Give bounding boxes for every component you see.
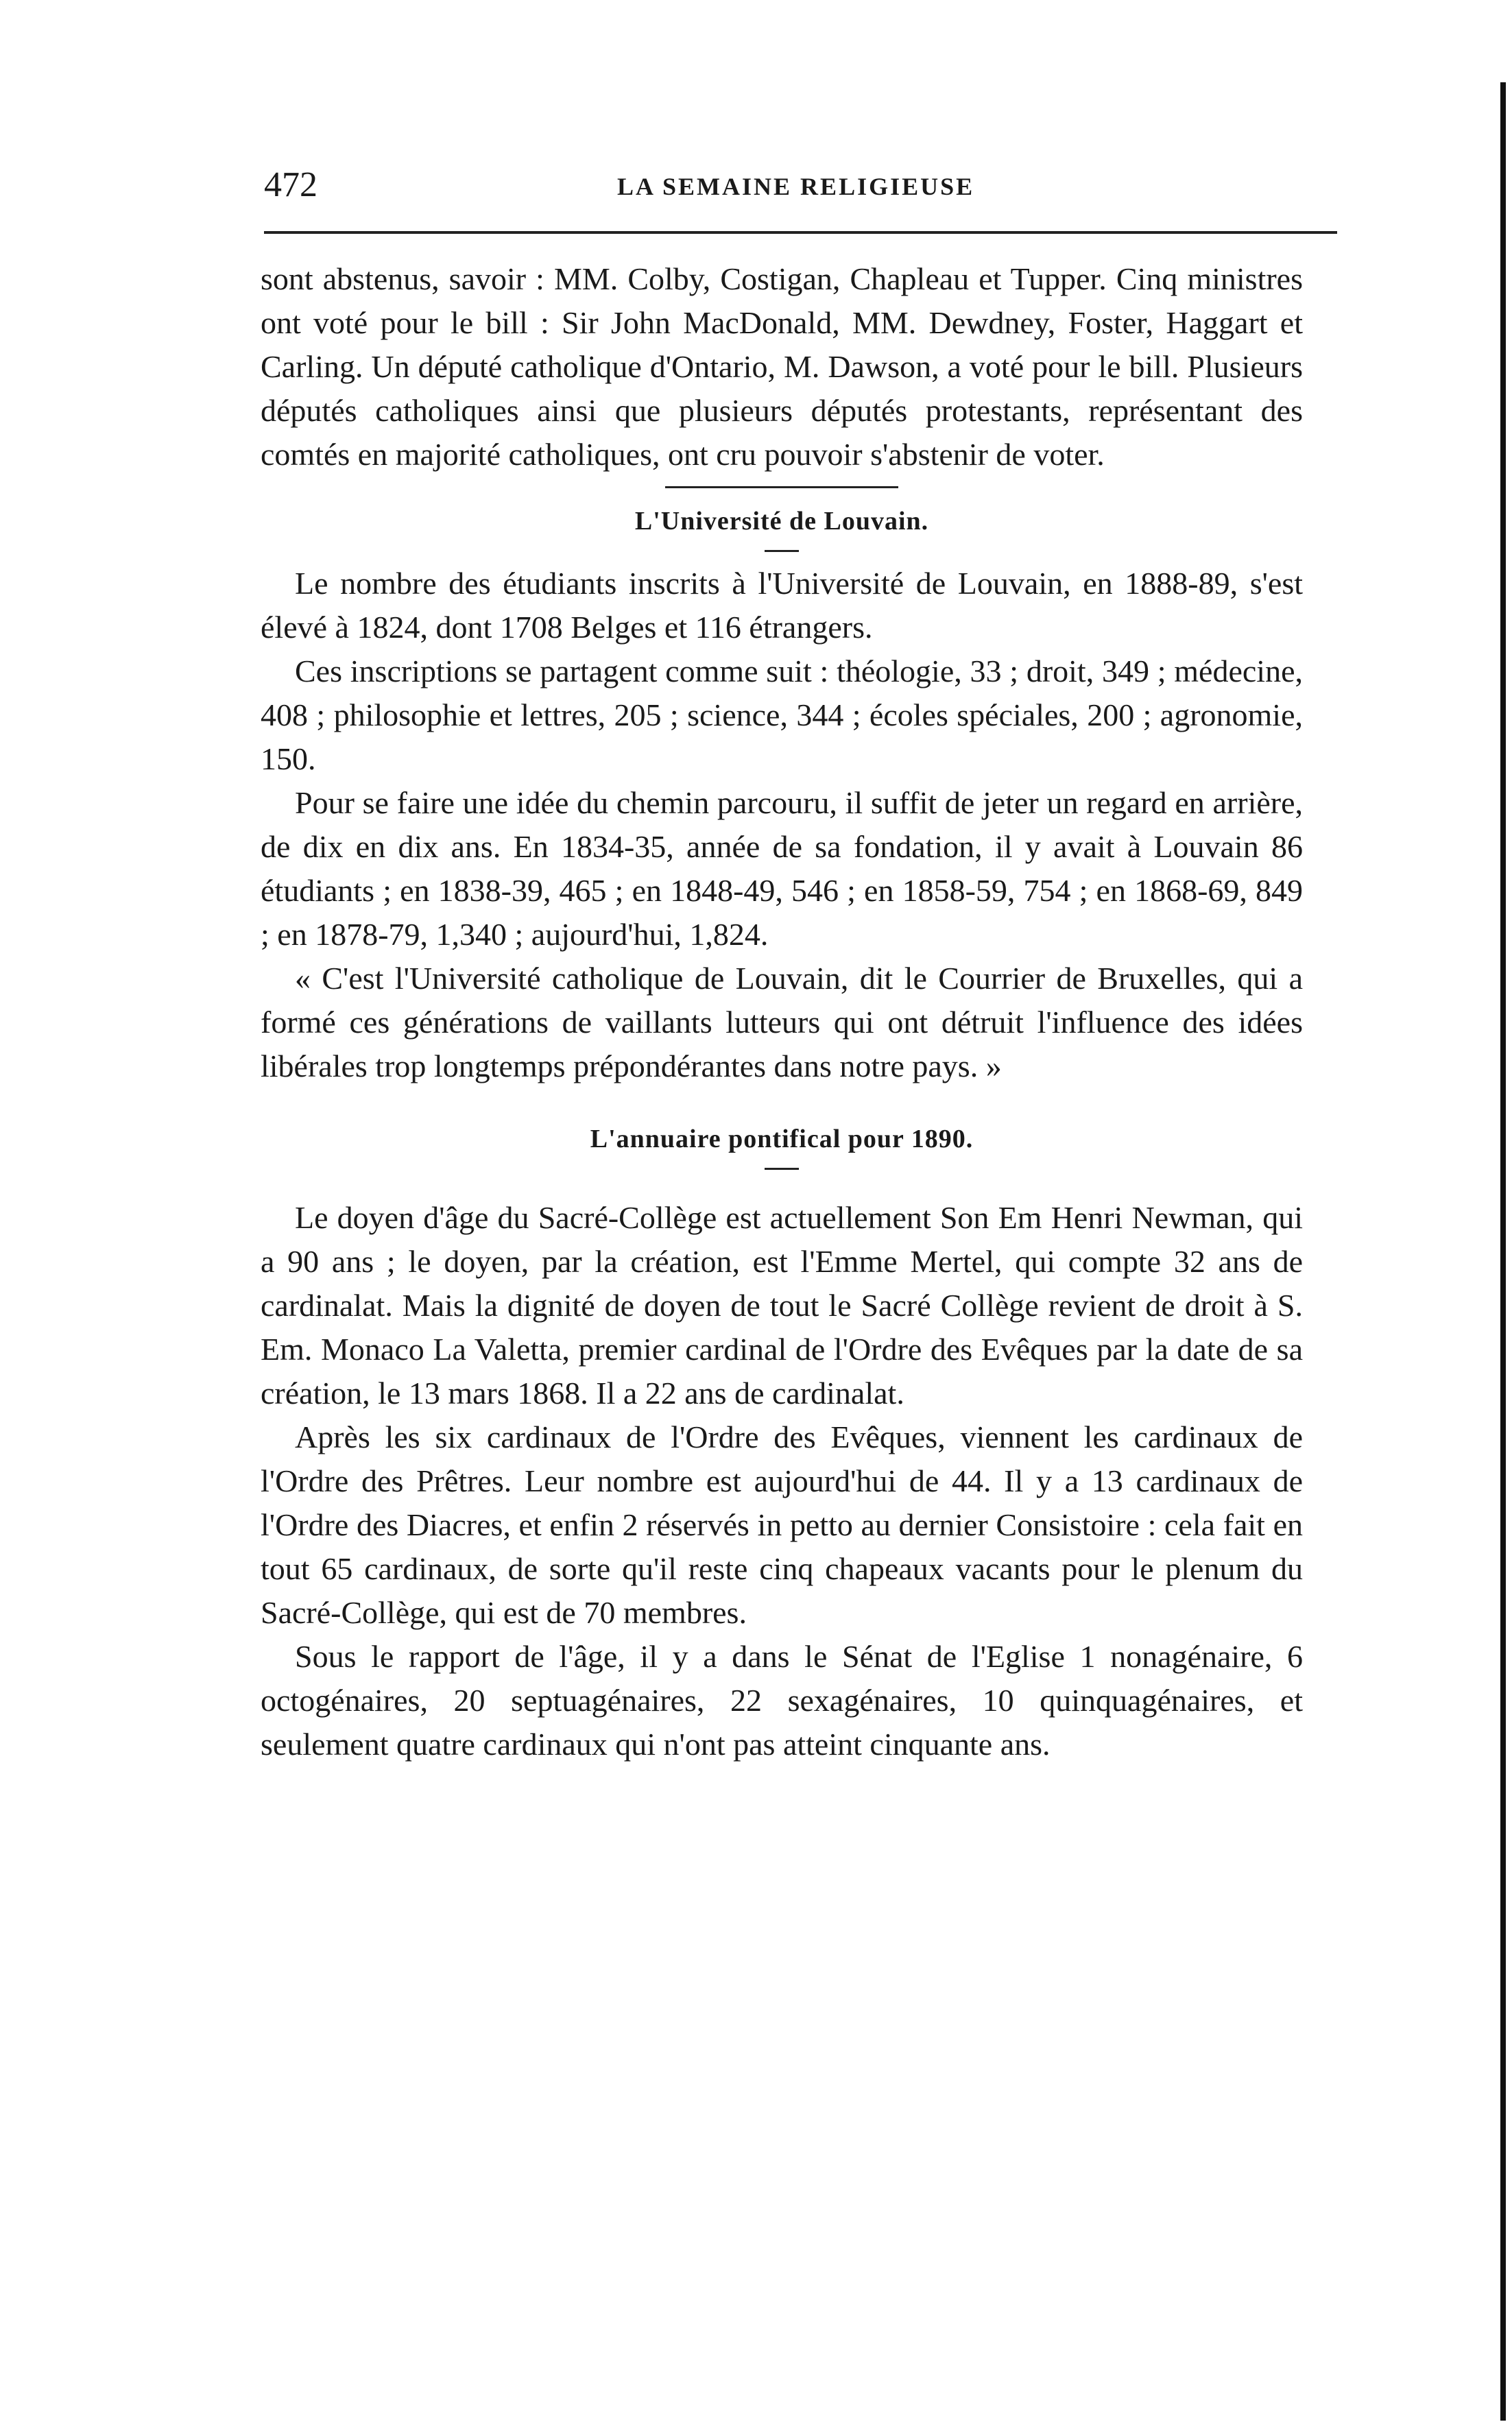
paragraph: Après les six cardinaux de l'Ordre des Evêques, viennent les cardinaux de l'Ordre des Prêtres. Leur nombre est aujourd'hui de 44. Il y a 13 cardinaux de l'Ordre des Diacres, et enfin 2 réservés in petto au dernier Consistoire : cela fait en tout 65 cardinaux, de sorte qu'il reste cinq chapeaux vacants pour le plenum du Sacré-Collège, qui est de 70 membres. — [261, 1419, 1303, 1630]
paragraph: Ces inscriptions se partagent comme suit : théologie, 33 ; droit, 349 ; médecine, 408 ; philosophie et lettres, 205 ; science, 344 ; écoles spéciales, 200 ; agronomie, 150. — [261, 654, 1303, 776]
paragraph: Le nombre des étudiants inscrits à l'Université de Louvain, en 1888-89, s'est élevé à 1824, dont 1708 Belges et 116 étrangers. — [261, 566, 1303, 645]
page-edge-shadow — [1500, 82, 1506, 2421]
section-spacer — [261, 1179, 1303, 1196]
paragraph: « C'est l'Université catholique de Louvain, dit le Courrier de Bruxelles, qui a formé ces générations de vaillants lutteurs qui ont détruit l'influence des idées libérales trop longtemps prépondérantes dans notre pays. » — [261, 961, 1303, 1083]
header-rule — [264, 231, 1337, 234]
page-header — [264, 165, 1337, 219]
section-title-louvain: L'Université de Louvain. — [634, 507, 929, 536]
page-number: 472 — [264, 165, 317, 204]
section-divider — [665, 486, 898, 488]
title-dash — [765, 550, 799, 552]
article-body — [261, 257, 1303, 1766]
title-dash — [765, 1168, 799, 1170]
paragraph: Le doyen d'âge du Sacré-Collège est actuellement Son Em Henri Newman, qui a 90 ans ; le doyen, par la création, est l'Emme Mertel, qui compte 32 ans de cardinalat. Mais la dignité de doyen de tout le Sacré Collège revient de droit à S. Em. Monaco La Valetta, premier cardinal de l'Ordre des Evêques par la date de sa création, le 13 mars 1868. Il a 22 ans de cardinalat. — [261, 1200, 1303, 1411]
running-head: LA SEMAINE RELIGIEUSE — [617, 173, 975, 200]
paragraph-continued: sont abstenus, savoir : MM. Colby, Costigan, Chapleau et Tupper. Cinq ministres ont voté pour le bill : Sir John MacDonald, MM. Dewdney, Foster, Haggart et Carling. Un député catholique d'Ontario, M. Dawson, a voté pour le bill. Plusieurs députés catholiques ainsi que plusieurs députés protestants, représentant des comtés en majorité catholiques, ont cru pouvoir s'abstenir de voter. — [261, 261, 1303, 472]
paragraph: Pour se faire une idée du chemin parcouru, il suffit de jeter un regard en arrière, de dix en dix ans. En 1834-35, année de sa fondation, il y avait à Louvain 86 étudiants ; en 1838-39, 465 ; en 1848-49, 546 ; en 1858-59, 754 ; en 1868-69, 849 ; en 1878-79, 1,340 ; aujourd'hui, 1,824. — [261, 785, 1303, 952]
section-spacer — [261, 1088, 1303, 1116]
section-title-annuaire: L'annuaire pontifical pour 1890. — [590, 1125, 974, 1153]
paragraph: Sous le rapport de l'âge, il y a dans le Sénat de l'Eglise 1 nonagénaire, 6 octogénaires, 20 septuagénaires, 22 sexagénaires, 10 quinquagénaires, et seulement quatre cardinaux qui n'ont pas atteint cinquante ans. — [261, 1639, 1303, 1762]
